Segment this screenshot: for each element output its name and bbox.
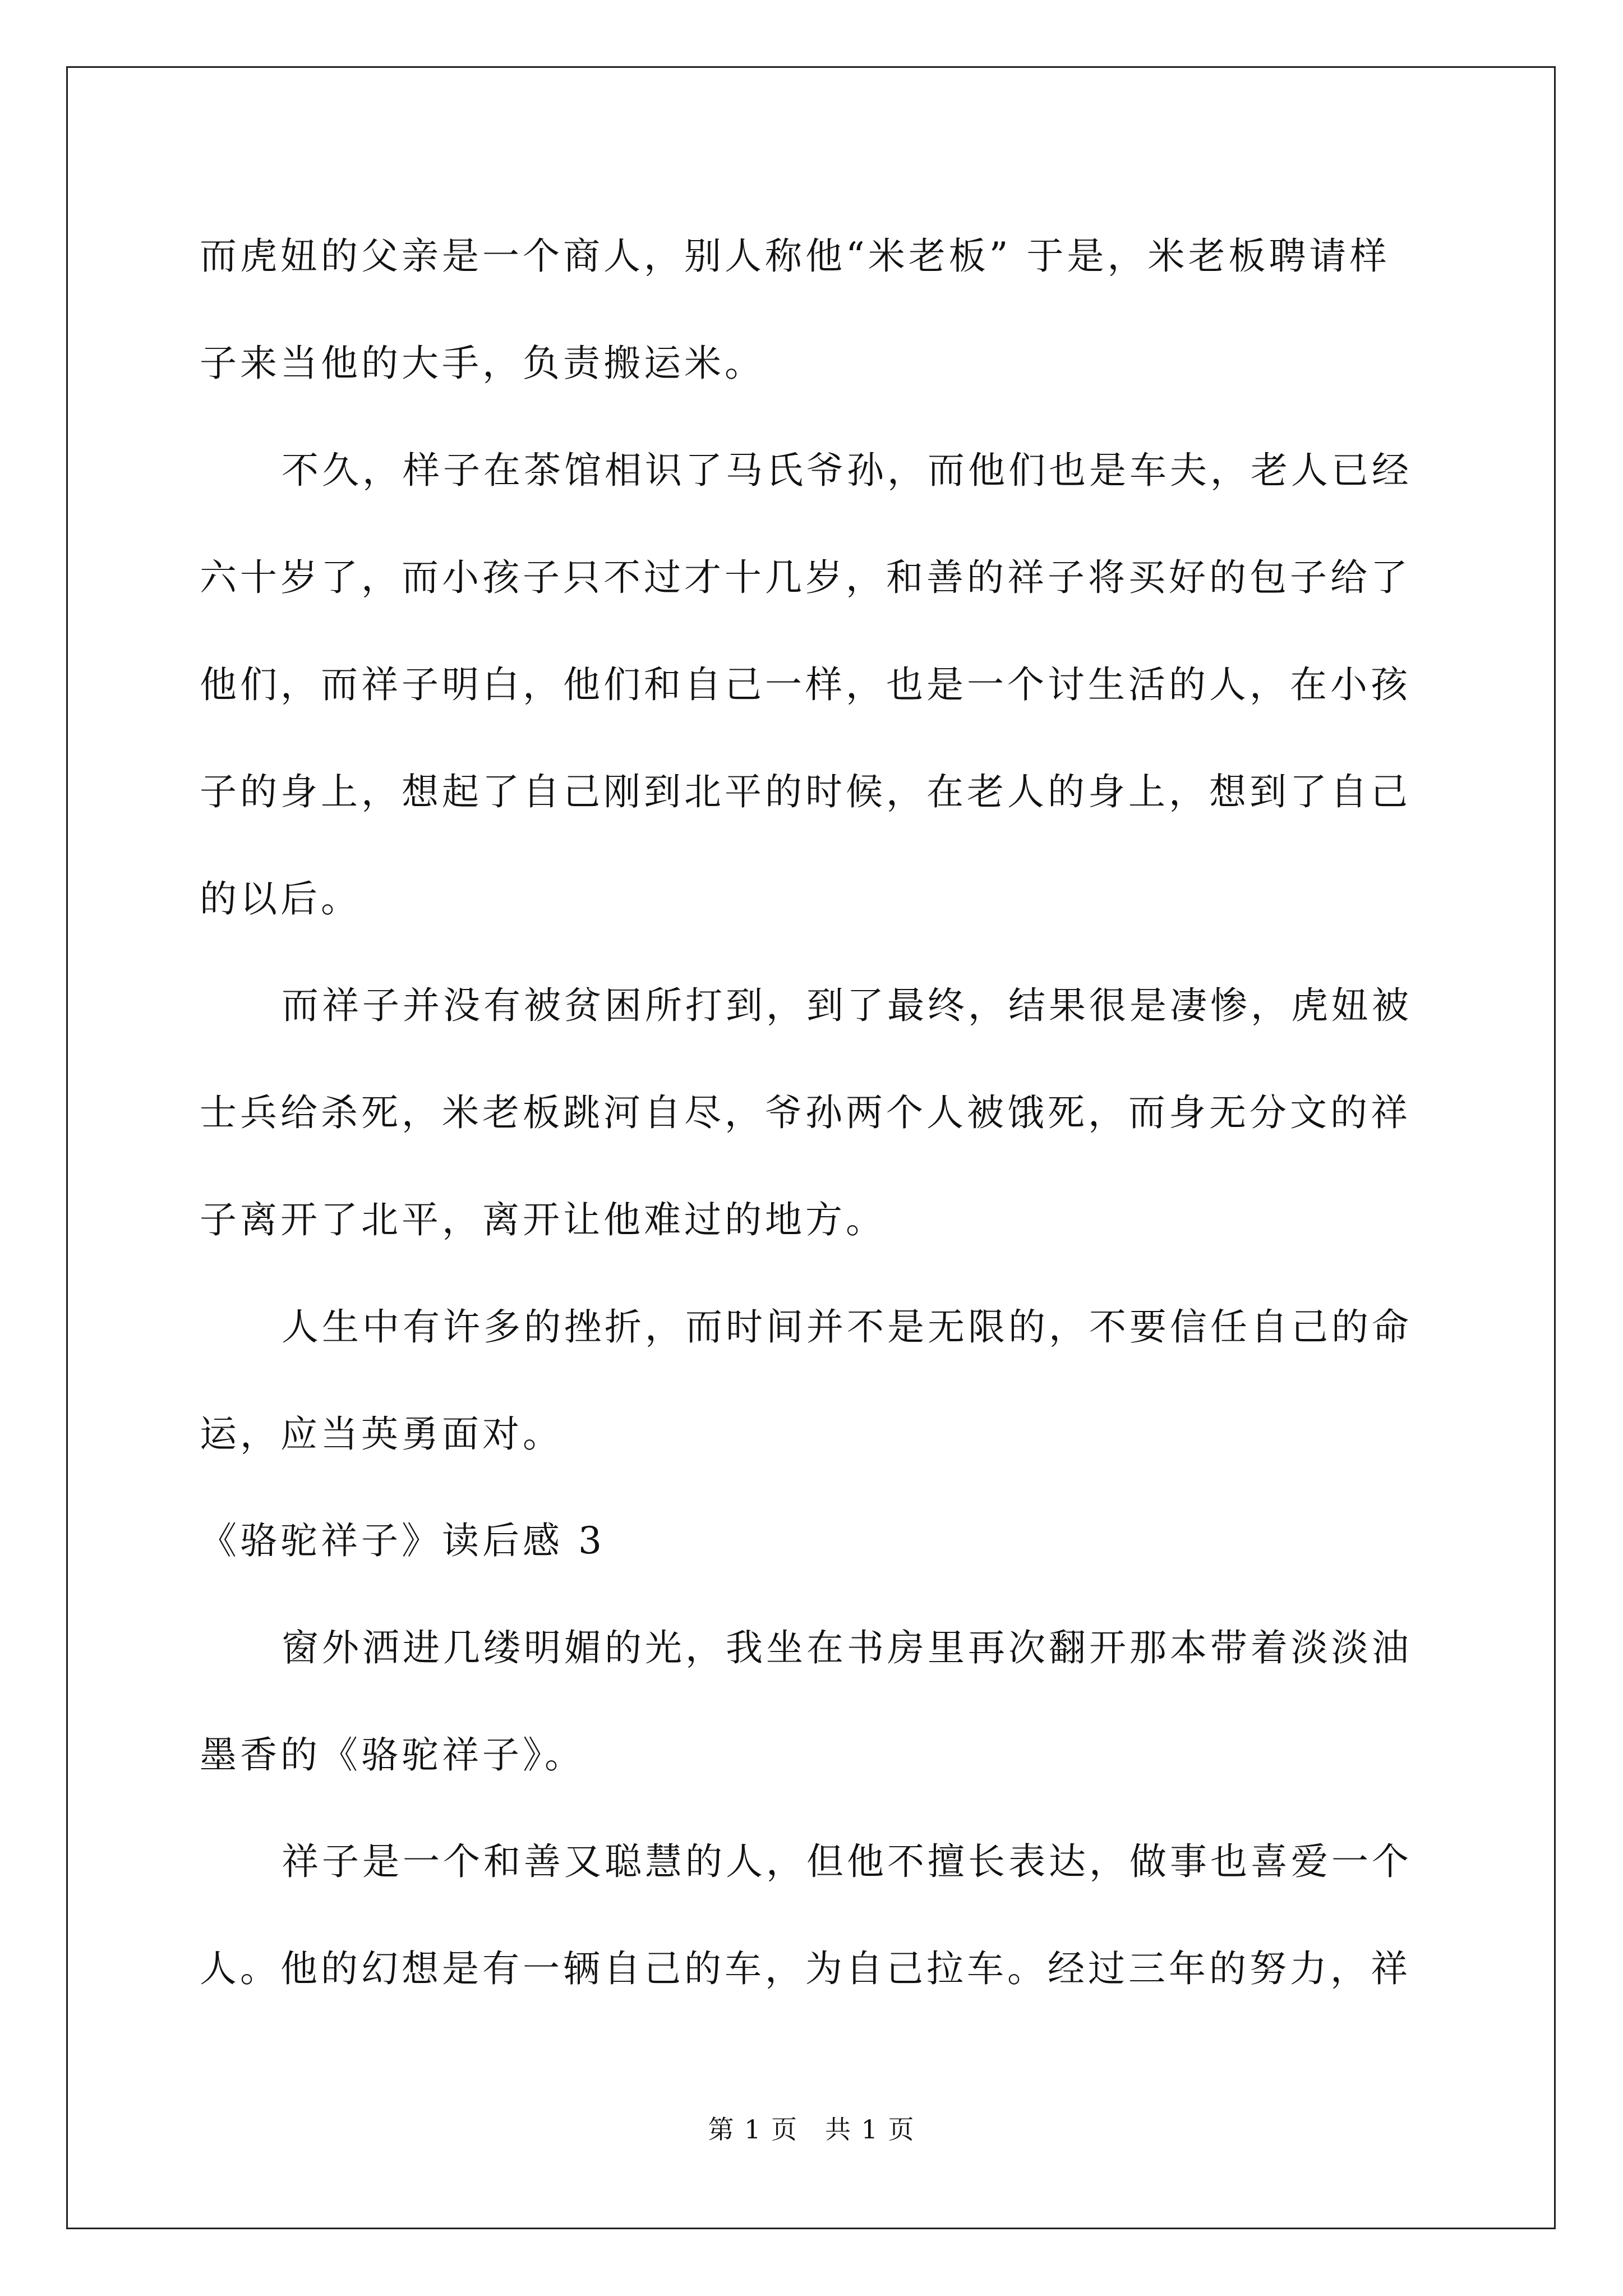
page-total: 共 1 页 — [825, 2114, 915, 2145]
paragraph-5: 窗外洒进几缕明媚的光，我坐在书房里再次翻开那本带着淡淡油墨香的《骆驼祥子》。 — [200, 1626, 1412, 1777]
paragraph-1: 而虎妞的父亲是一个商人，别人称他“米老板” 于是，米老板聘请样子来当他的大手，负责搬运米。 — [200, 234, 1390, 385]
page-footer — [0, 2109, 1623, 2146]
paragraph-4: 人生中有许多的挫折，而时间并不是无限的，不要信任自己的命运，应当英勇面对。 — [200, 1305, 1412, 1456]
paragraph-6: 祥子是一个和善又聪慧的人，但他不擅长表达，做事也喜爱一个人。他的幻想是有一辆自己的车，为自己拉车。经过三年的努力，祥 — [200, 1840, 1412, 1990]
paragraph-3: 而祥子并没有被贫困所打到，到了最终，结果很是凄惨，虎妞被士兵给杀死，米老板跳河自尽，爷孙两个人被饿死，而身无分文的祥子离开了北平，离开让他难过的地方。 — [200, 984, 1412, 1241]
paragraph-2: 不久，样子在茶馆相识了马氏爷孙，而他们也是车夫，老人已经六十岁了，而小孩子只不过才十几岁，和善的祥子将买好的包子给了他们，而祥子明白，他们和自己一样，也是一个讨生活的人，在小孩子的身上，想起了自己刚到北平的时候，在老人的身上，想到了自己的以后。 — [200, 449, 1412, 921]
section-heading: 《骆驼祥子》读后感 3 — [200, 1519, 605, 1562]
page-number: 第 1 页 — [708, 2114, 798, 2145]
